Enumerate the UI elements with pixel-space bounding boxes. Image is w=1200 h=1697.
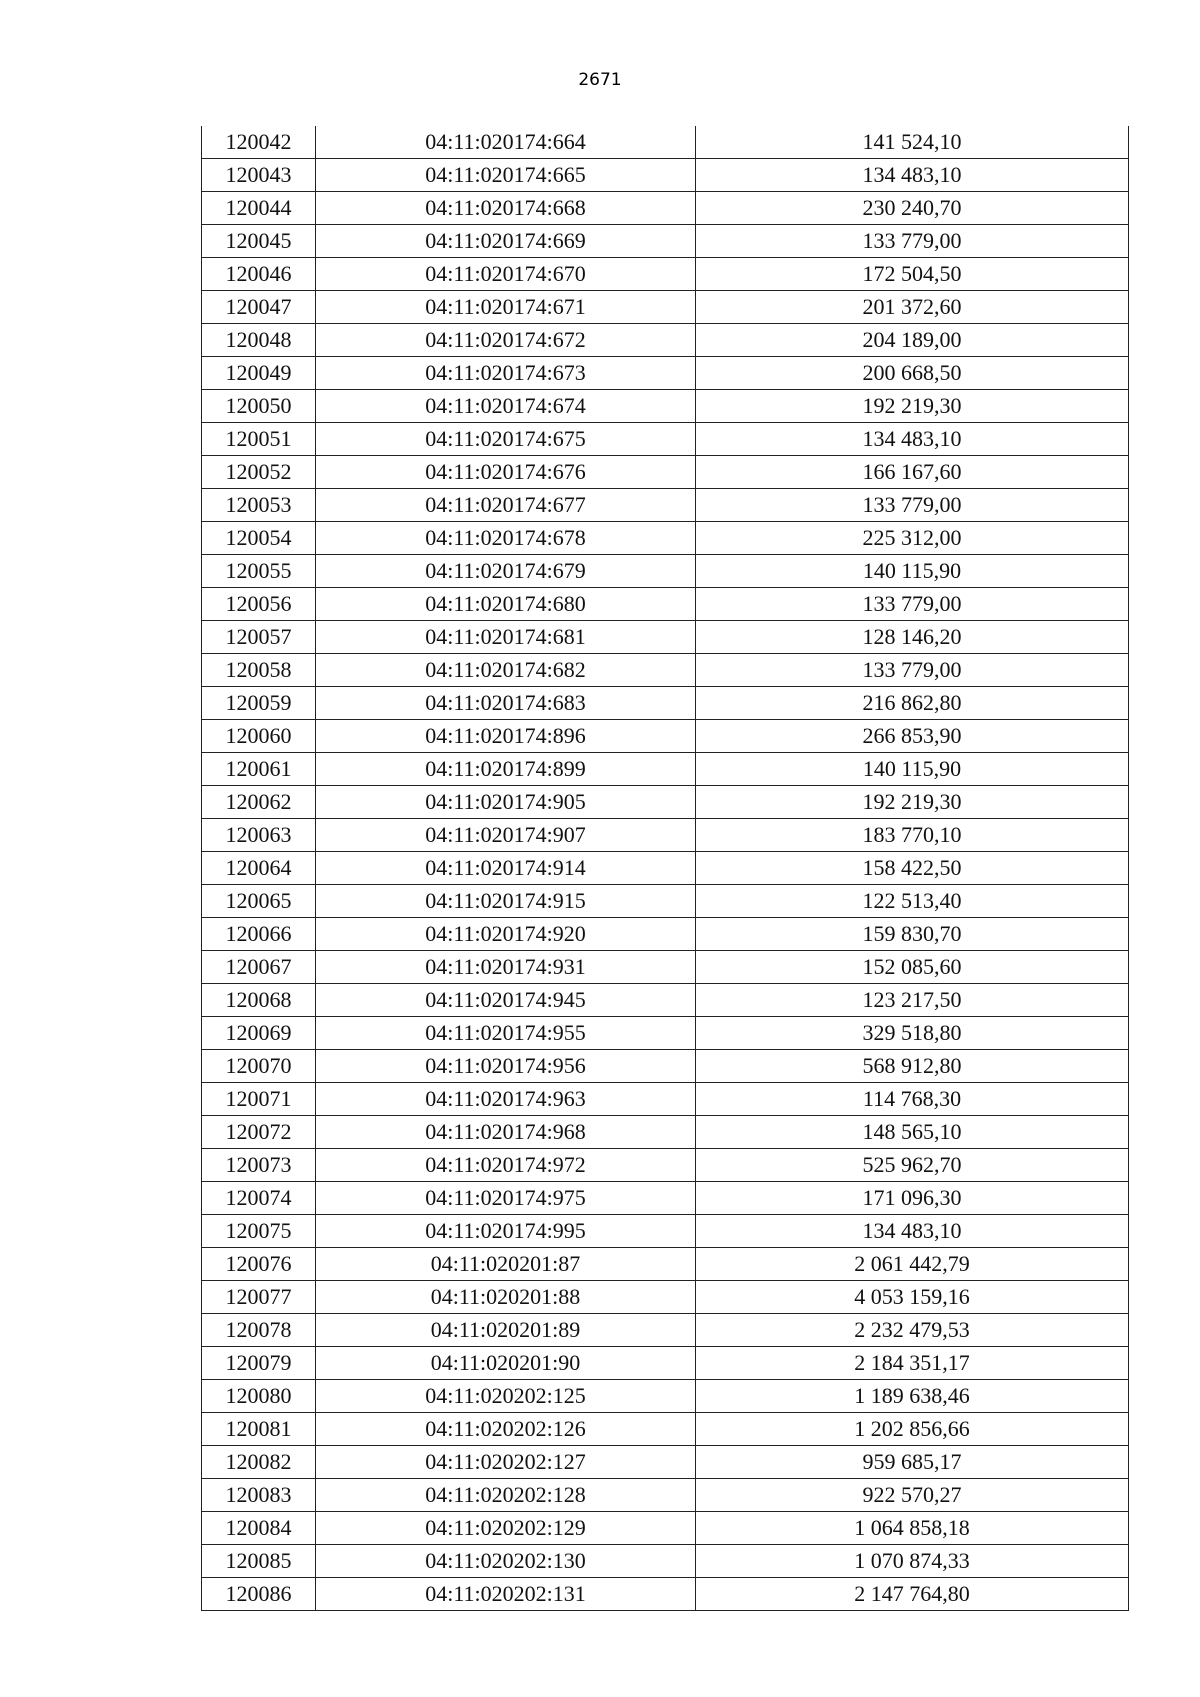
cadastral-number-cell: 04:11:020174:670: [316, 258, 696, 291]
cadastral-number-cell: 04:11:020202:127: [316, 1446, 696, 1479]
cadastral-value-cell: 133 779,00: [696, 489, 1129, 522]
table-row: [202, 1512, 1129, 1545]
cadastral-number-cell: 04:11:020174:676: [316, 456, 696, 489]
table-row: [202, 1215, 1129, 1248]
row-number-cell: 120056: [202, 588, 316, 621]
cadastral-number-cell: 04:11:020174:896: [316, 720, 696, 753]
cadastral-number-cell: 04:11:020174:915: [316, 885, 696, 918]
cadastral-value-cell: 152 085,60: [696, 951, 1129, 984]
row-number-cell: 120072: [202, 1116, 316, 1149]
row-number-cell: 120048: [202, 324, 316, 357]
table-row: [202, 324, 1129, 357]
cadastral-value-cell: 141 524,10: [696, 126, 1129, 159]
cadastral-number-cell: 04:11:020201:90: [316, 1347, 696, 1380]
cadastral-number-cell: 04:11:020201:88: [316, 1281, 696, 1314]
cadastral-value-cell: 140 115,90: [696, 753, 1129, 786]
cadastral-value-cell: 2 232 479,53: [696, 1314, 1129, 1347]
row-number-cell: 120063: [202, 819, 316, 852]
row-number-cell: 120045: [202, 225, 316, 258]
cadastral-number-cell: 04:11:020202:128: [316, 1479, 696, 1512]
table-row: [202, 1545, 1129, 1578]
row-number-cell: 120066: [202, 918, 316, 951]
table-row: [202, 654, 1129, 687]
row-number-cell: 120073: [202, 1149, 316, 1182]
table-row: [202, 786, 1129, 819]
table-row: [202, 1446, 1129, 1479]
cadastral-number-cell: 04:11:020174:968: [316, 1116, 696, 1149]
cadastral-value-cell: 2 147 764,80: [696, 1578, 1129, 1611]
cadastral-number-cell: 04:11:020174:672: [316, 324, 696, 357]
row-number-cell: 120055: [202, 555, 316, 588]
cadastral-number-cell: 04:11:020174:956: [316, 1050, 696, 1083]
cadastral-number-cell: 04:11:020174:899: [316, 753, 696, 786]
cadastral-number-cell: 04:11:020174:673: [316, 357, 696, 390]
table-row: [202, 1116, 1129, 1149]
cadastral-value-cell: 134 483,10: [696, 423, 1129, 456]
row-number-cell: 120086: [202, 1578, 316, 1611]
table-row: [202, 522, 1129, 555]
cadastral-value-cell: 192 219,30: [696, 786, 1129, 819]
cadastral-value-cell: 959 685,17: [696, 1446, 1129, 1479]
row-number-cell: 120080: [202, 1380, 316, 1413]
cadastral-value-table: [201, 126, 1129, 1611]
table-row: [202, 555, 1129, 588]
cadastral-value-cell: 1 070 874,33: [696, 1545, 1129, 1578]
row-number-cell: 120085: [202, 1545, 316, 1578]
cadastral-value-cell: 922 570,27: [696, 1479, 1129, 1512]
table-row: [202, 918, 1129, 951]
row-number-cell: 120051: [202, 423, 316, 456]
table-row: [202, 159, 1129, 192]
table-row: [202, 1248, 1129, 1281]
table-row: [202, 357, 1129, 390]
row-number-cell: 120078: [202, 1314, 316, 1347]
cadastral-value-cell: 134 483,10: [696, 1215, 1129, 1248]
cadastral-number-cell: 04:11:020202:125: [316, 1380, 696, 1413]
cadastral-value-cell: 525 962,70: [696, 1149, 1129, 1182]
row-number-cell: 120049: [202, 357, 316, 390]
cadastral-number-cell: 04:11:020202:131: [316, 1578, 696, 1611]
table-row: [202, 1182, 1129, 1215]
table-row: [202, 1347, 1129, 1380]
table-row: [202, 720, 1129, 753]
row-number-cell: 120044: [202, 192, 316, 225]
cadastral-value-cell: 192 219,30: [696, 390, 1129, 423]
row-number-cell: 120054: [202, 522, 316, 555]
cadastral-number-cell: 04:11:020174:668: [316, 192, 696, 225]
row-number-cell: 120079: [202, 1347, 316, 1380]
cadastral-number-cell: 04:11:020174:665: [316, 159, 696, 192]
cadastral-number-cell: 04:11:020174:907: [316, 819, 696, 852]
cadastral-number-cell: 04:11:020174:905: [316, 786, 696, 819]
table-row: [202, 885, 1129, 918]
row-number-cell: 120062: [202, 786, 316, 819]
row-number-cell: 120074: [202, 1182, 316, 1215]
row-number-cell: 120043: [202, 159, 316, 192]
cadastral-value-cell: 134 483,10: [696, 159, 1129, 192]
table-row: [202, 1050, 1129, 1083]
table-row: [202, 951, 1129, 984]
cadastral-value-cell: 172 504,50: [696, 258, 1129, 291]
cadastral-number-cell: 04:11:020201:87: [316, 1248, 696, 1281]
table-row: [202, 1314, 1129, 1347]
cadastral-value-cell: 1 189 638,46: [696, 1380, 1129, 1413]
cadastral-number-cell: 04:11:020202:129: [316, 1512, 696, 1545]
cadastral-value-cell: 133 779,00: [696, 225, 1129, 258]
page-number: 2671: [578, 70, 622, 90]
cadastral-number-cell: 04:11:020174:683: [316, 687, 696, 720]
cadastral-value-cell: 329 518,80: [696, 1017, 1129, 1050]
cadastral-value-cell: 133 779,00: [696, 654, 1129, 687]
cadastral-number-cell: 04:11:020174:995: [316, 1215, 696, 1248]
row-number-cell: 120057: [202, 621, 316, 654]
cadastral-value-cell: 230 240,70: [696, 192, 1129, 225]
table-row: [202, 588, 1129, 621]
cadastral-value-cell: 204 189,00: [696, 324, 1129, 357]
table-body: [202, 126, 1129, 1611]
row-number-cell: 120065: [202, 885, 316, 918]
cadastral-number-cell: 04:11:020174:674: [316, 390, 696, 423]
cadastral-number-cell: 04:11:020174:677: [316, 489, 696, 522]
table-row: [202, 1083, 1129, 1116]
table-row: [202, 1149, 1129, 1182]
row-number-cell: 120046: [202, 258, 316, 291]
cadastral-value-cell: 225 312,00: [696, 522, 1129, 555]
table-row: [202, 423, 1129, 456]
cadastral-value-cell: 1 064 858,18: [696, 1512, 1129, 1545]
cadastral-value-cell: 122 513,40: [696, 885, 1129, 918]
row-number-cell: 120082: [202, 1446, 316, 1479]
table-row: [202, 621, 1129, 654]
table-row: [202, 126, 1129, 159]
row-number-cell: 120052: [202, 456, 316, 489]
row-number-cell: 120081: [202, 1413, 316, 1446]
table-row: [202, 1578, 1129, 1611]
row-number-cell: 120076: [202, 1248, 316, 1281]
table-row: [202, 192, 1129, 225]
row-number-cell: 120042: [202, 126, 316, 159]
cadastral-value-cell: 128 146,20: [696, 621, 1129, 654]
table-row: [202, 984, 1129, 1017]
cadastral-value-cell: 140 115,90: [696, 555, 1129, 588]
table-row: [202, 1017, 1129, 1050]
cadastral-number-cell: 04:11:020202:130: [316, 1545, 696, 1578]
cadastral-number-cell: 04:11:020201:89: [316, 1314, 696, 1347]
cadastral-value-cell: 2 184 351,17: [696, 1347, 1129, 1380]
row-number-cell: 120083: [202, 1479, 316, 1512]
cadastral-value-cell: 166 167,60: [696, 456, 1129, 489]
row-number-cell: 120047: [202, 291, 316, 324]
cadastral-value-cell: 2 061 442,79: [696, 1248, 1129, 1281]
table-row: [202, 753, 1129, 786]
row-number-cell: 120059: [202, 687, 316, 720]
row-number-cell: 120050: [202, 390, 316, 423]
row-number-cell: 120064: [202, 852, 316, 885]
cadastral-number-cell: 04:11:020174:931: [316, 951, 696, 984]
cadastral-value-cell: 266 853,90: [696, 720, 1129, 753]
row-number-cell: 120067: [202, 951, 316, 984]
table-row: [202, 390, 1129, 423]
cadastral-number-cell: 04:11:020174:955: [316, 1017, 696, 1050]
cadastral-number-cell: 04:11:020174:679: [316, 555, 696, 588]
row-number-cell: 120068: [202, 984, 316, 1017]
table-row: [202, 1380, 1129, 1413]
cadastral-value-cell: 159 830,70: [696, 918, 1129, 951]
cadastral-number-cell: 04:11:020174:680: [316, 588, 696, 621]
cadastral-number-cell: 04:11:020202:126: [316, 1413, 696, 1446]
cadastral-number-cell: 04:11:020174:681: [316, 621, 696, 654]
table-row: [202, 1479, 1129, 1512]
table-row: [202, 291, 1129, 324]
cadastral-number-cell: 04:11:020174:963: [316, 1083, 696, 1116]
cadastral-value-cell: 158 422,50: [696, 852, 1129, 885]
cadastral-value-cell: 114 768,30: [696, 1083, 1129, 1116]
table-row: [202, 1413, 1129, 1446]
cadastral-number-cell: 04:11:020174:975: [316, 1182, 696, 1215]
row-number-cell: 120058: [202, 654, 316, 687]
table-row: [202, 852, 1129, 885]
cadastral-value-cell: 4 053 159,16: [696, 1281, 1129, 1314]
table-row: [202, 225, 1129, 258]
cadastral-number-cell: 04:11:020174:972: [316, 1149, 696, 1182]
cadastral-value-cell: 123 217,50: [696, 984, 1129, 1017]
cadastral-value-cell: 216 862,80: [696, 687, 1129, 720]
cadastral-number-cell: 04:11:020174:669: [316, 225, 696, 258]
cadastral-number-cell: 04:11:020174:678: [316, 522, 696, 555]
table-row: [202, 456, 1129, 489]
table-row: [202, 687, 1129, 720]
cadastral-value-cell: 183 770,10: [696, 819, 1129, 852]
table-row: [202, 489, 1129, 522]
table-row: [202, 258, 1129, 291]
cadastral-number-cell: 04:11:020174:920: [316, 918, 696, 951]
row-number-cell: 120075: [202, 1215, 316, 1248]
cadastral-number-cell: 04:11:020174:675: [316, 423, 696, 456]
cadastral-value-cell: 171 096,30: [696, 1182, 1129, 1215]
cadastral-value-cell: 201 372,60: [696, 291, 1129, 324]
row-number-cell: 120070: [202, 1050, 316, 1083]
cadastral-value-cell: 200 668,50: [696, 357, 1129, 390]
row-number-cell: 120084: [202, 1512, 316, 1545]
cadastral-number-cell: 04:11:020174:671: [316, 291, 696, 324]
cadastral-value-cell: 568 912,80: [696, 1050, 1129, 1083]
row-number-cell: 120071: [202, 1083, 316, 1116]
row-number-cell: 120069: [202, 1017, 316, 1050]
cadastral-value-cell: 133 779,00: [696, 588, 1129, 621]
cadastral-number-cell: 04:11:020174:914: [316, 852, 696, 885]
table-row: [202, 1281, 1129, 1314]
row-number-cell: 120077: [202, 1281, 316, 1314]
row-number-cell: 120053: [202, 489, 316, 522]
table-row: [202, 819, 1129, 852]
cadastral-number-cell: 04:11:020174:945: [316, 984, 696, 1017]
cadastral-number-cell: 04:11:020174:664: [316, 126, 696, 159]
row-number-cell: 120060: [202, 720, 316, 753]
cadastral-value-cell: 148 565,10: [696, 1116, 1129, 1149]
cadastral-number-cell: 04:11:020174:682: [316, 654, 696, 687]
row-number-cell: 120061: [202, 753, 316, 786]
cadastral-value-cell: 1 202 856,66: [696, 1413, 1129, 1446]
